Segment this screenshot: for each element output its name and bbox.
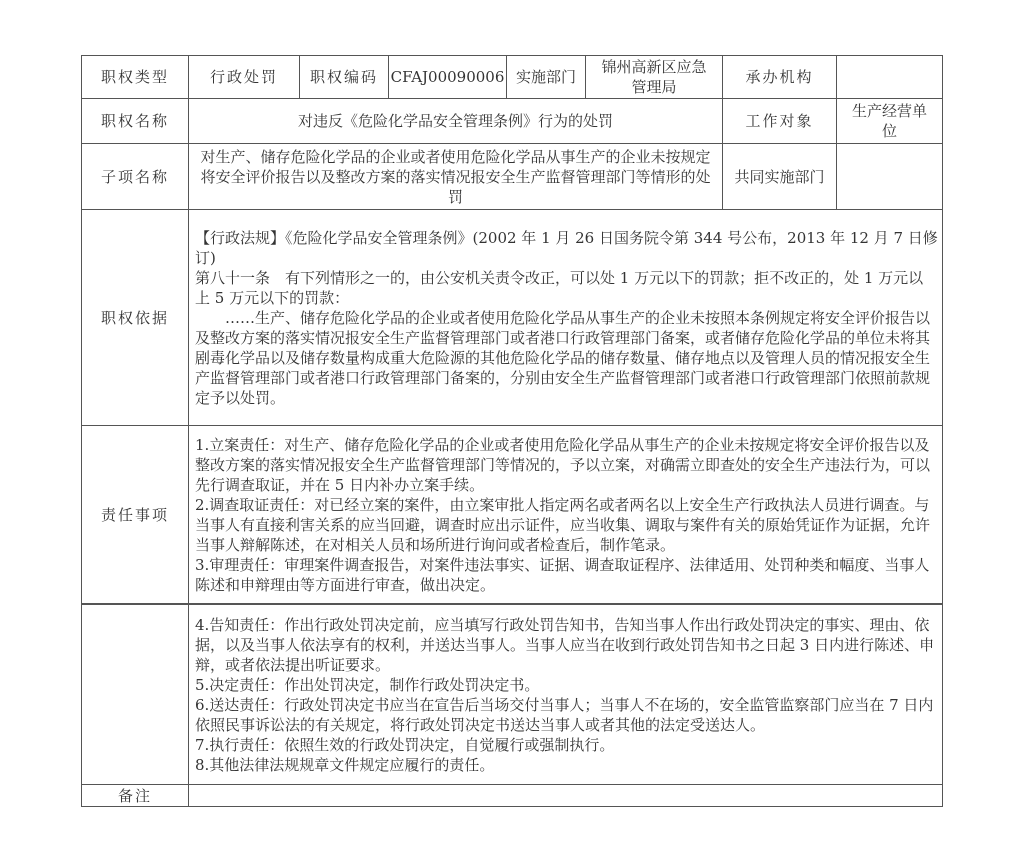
table-row (82, 144, 943, 210)
authority-table-continued (81, 604, 943, 807)
duty-item: 3.审理责任：审理案件调查报告，对案件违法事实、证据、调查取证程序、法律适用、处罚种类和幅度、当事人陈述和申辩理由等方面进行审查，做出决定。 (195, 555, 930, 594)
type-value: 行政处罚 (189, 56, 300, 99)
duty-item: 7.执行责任：依照生效的行政处罚决定，自觉履行或强制执行。 (195, 735, 615, 754)
duty-label: 责任事项 (82, 426, 189, 604)
table-row (82, 605, 943, 785)
table-row (82, 785, 943, 807)
org-label: 承办机构 (723, 56, 837, 99)
code-label: 职权编码 (300, 56, 389, 99)
duty-label-continued (82, 605, 189, 785)
basis-content (189, 210, 943, 426)
duty-item: 8.其他法律法规规章文件规定应履行的责任。 (195, 755, 495, 774)
joint-value (837, 144, 943, 210)
duty-item: 6.送达责任：行政处罚决定书应当在宣告后当场交付当事人；当事人不在场的，安全监管监察部门应当在 7 日内依照民事诉讼法的有关规定，将行政处罚决定书送达当事人或者其他的法定受送达人。 (195, 695, 934, 734)
joint-label: 共同实施部门 (723, 144, 837, 210)
sub-label: 子项名称 (82, 144, 189, 210)
basis-label: 职权依据 (82, 210, 189, 426)
type-label: 职权类型 (82, 56, 189, 99)
table-row (82, 210, 943, 426)
dept-label: 实施部门 (507, 56, 586, 99)
remark-value (189, 785, 943, 807)
object-label: 工作对象 (723, 99, 837, 144)
duty-item: 4.告知责任：作出行政处罚决定前，应当填写行政处罚告知书，告知当事人作出行政处罚决定的事实、理由、依据，以及当事人依法享有的权利，并送达当事人。当事人应当在收到行政处罚告知书之日起 3 日内进行陈述、申辩，或者依法提出听证要求。 (195, 615, 935, 674)
table-row (82, 426, 943, 604)
org-value (837, 56, 943, 99)
name-value: 对违反《危险化学品安全管理条例》行为的处罚 (189, 99, 723, 144)
basis-paragraph: 【行政法规】《危险化学品安全管理条例》(2002 年 1 月 26 日国务院令第 344 号公布，2013 年 12 月 7 日修订) (195, 228, 938, 267)
basis-paragraph: ……生产、储存危险化学品的企业或者使用危险化学品从事生产的企业未按照本条例规定将安全评价报告以及整改方案的落实情况报安全生产监督管理部门或者港口行政管理部门备案，或者储存危险化学品的单位未将其剧毒化学品以及储存数量构成重大危险源的其他危险化学品的储存数量、储存地点以及管理人员的情况报安全生产监督管理部门或者港口行政管理部门备案的，分别由安全生产监督管理部门或者港口行政管理部门依照前款规定予以处罚。 (195, 308, 931, 407)
remark-label: 备注 (82, 785, 189, 807)
duty-content-continued (189, 605, 943, 785)
name-label: 职权名称 (82, 99, 189, 144)
code-value: CFAJ00090006 (389, 56, 507, 99)
duty-item: 2.调查取证责任：对已经立案的案件，由立案审批人指定两名或者两名以上安全生产行政执法人员进行调查。与当事人有直接利害关系的应当回避，调查时应出示证件，应当收集、调取与案件有关的原始凭证作为证据，允许当事人辩解陈述，在对相关人员和场所进行询问或者检查后，制作笔录。 (195, 495, 931, 554)
dept-value: 锦州高新区应急管理局 (586, 56, 723, 99)
duty-content (189, 426, 943, 604)
table-row (82, 99, 943, 144)
basis-paragraph: 第八十一条 有下列情形之一的，由公安机关责令改正，可以处 1 万元以下的罚款；拒不改正的，处 1 万元以上 5 万元以下的罚款： (195, 268, 924, 307)
duty-item: 1.立案责任：对生产、储存危险化学品的企业或者使用危险化学品从事生产的企业未按规定将安全评价报告以及整改方案的落实情况报安全生产监督管理部门等情况的，予以立案，对确需立即查处的安全生产违法行为，可以先行调查取证，并在 5 日内补办立案手续。 (195, 435, 931, 494)
duty-item: 5.决定责任：作出处罚决定，制作行政处罚决定书。 (195, 675, 540, 694)
sub-value: 对生产、储存危险化学品的企业或者使用危险化学品从事生产的企业未按规定将安全评价报告以及整改方案的落实情况报安全生产监督管理部门等情形的处罚 (189, 144, 723, 210)
table-row (82, 56, 943, 99)
object-value: 生产经营单位 (837, 99, 943, 144)
authority-table (81, 55, 943, 604)
